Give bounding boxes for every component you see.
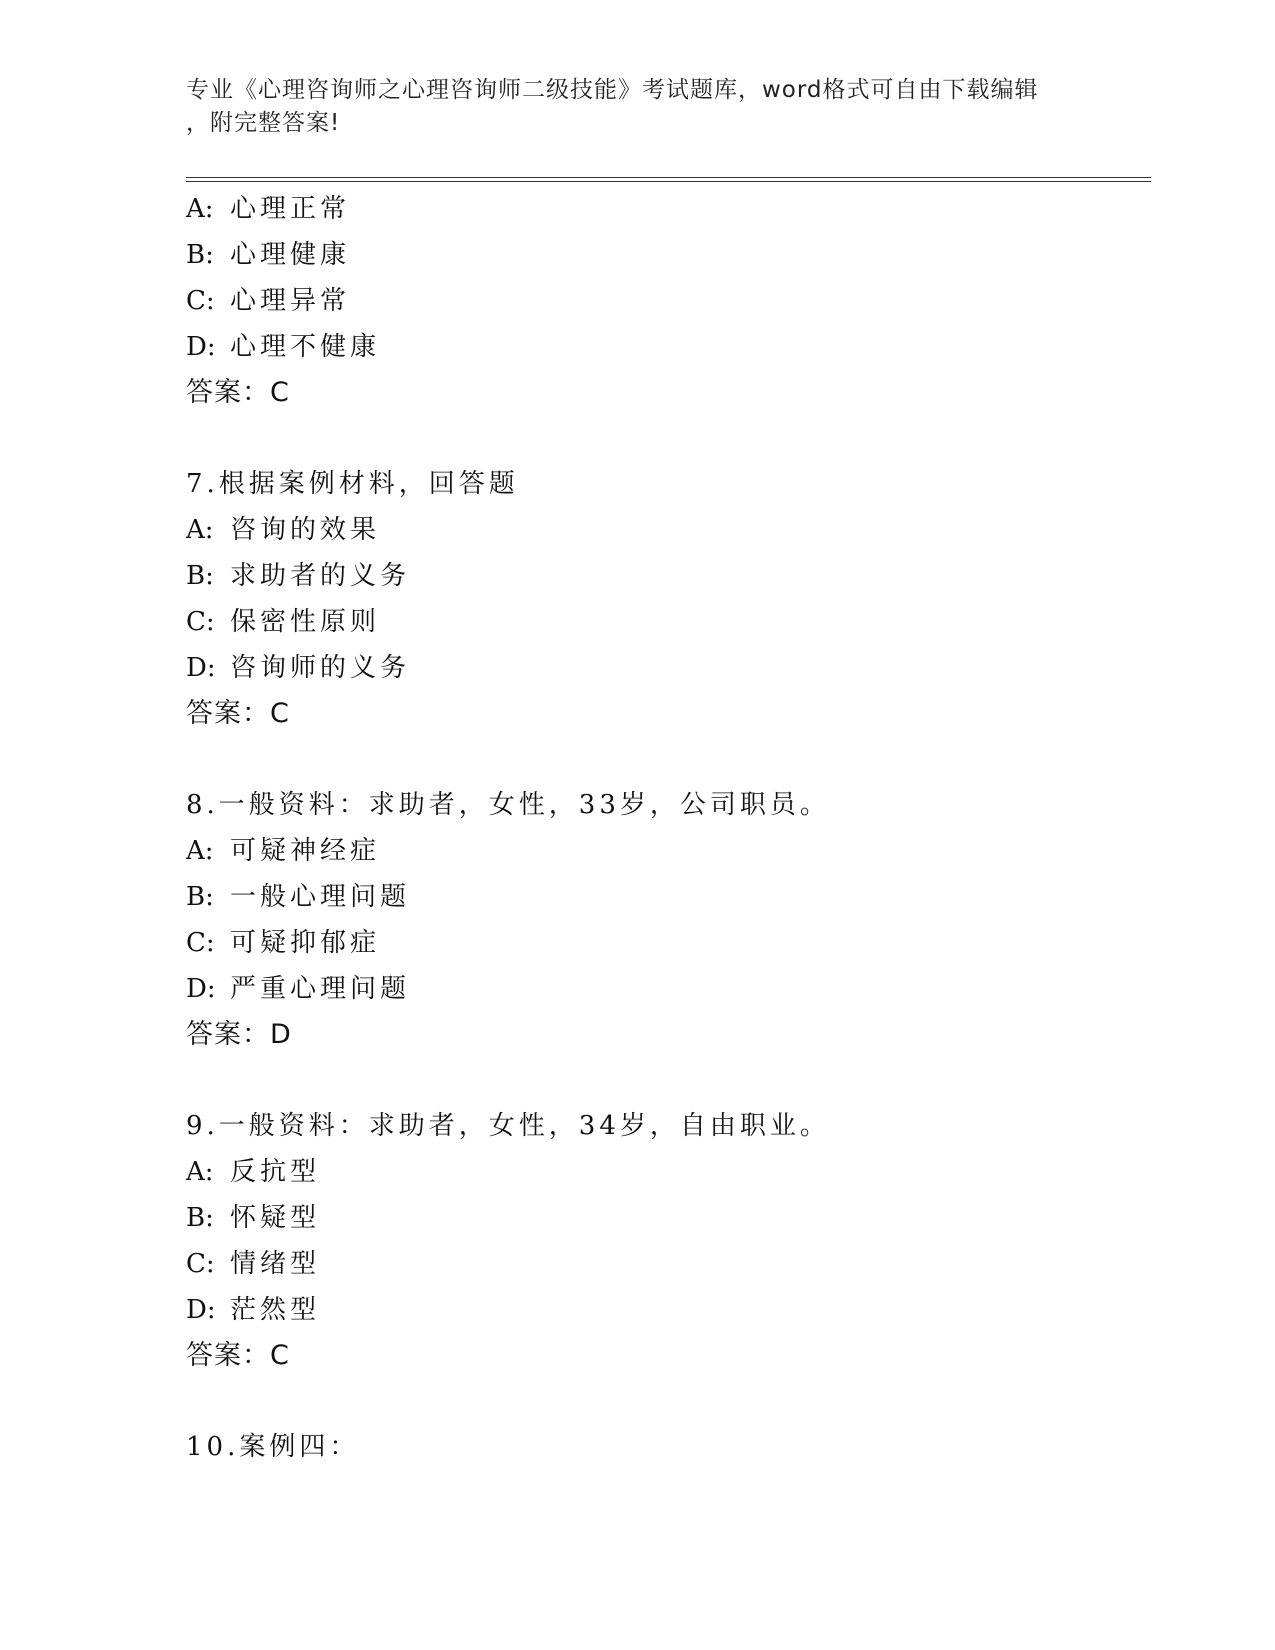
option-letter: D: [186, 1295, 216, 1325]
option-letter: A: [186, 194, 214, 224]
option-row [186, 1149, 1146, 1195]
document-header [186, 74, 1076, 140]
option-letter: C: [186, 928, 215, 958]
header-line-1: 专业《心理咨询师之心理咨询师二级技能》考试题库，word格式可自由下载编辑 [186, 77, 1039, 103]
answer-value: C [270, 1340, 290, 1371]
option-text: 保密性原则 [230, 607, 381, 637]
header-rule-top [186, 177, 1151, 178]
answer-prefix: 答案： [186, 377, 270, 408]
option-text: 咨询师的义务 [230, 653, 411, 683]
question-stem: 7.根据案例材料，回答题 [186, 469, 519, 499]
answer-value: C [270, 377, 290, 408]
question-block [186, 1424, 1146, 1470]
option-row [186, 599, 1146, 645]
question-list [186, 186, 1146, 1515]
option-text: 咨询的效果 [230, 515, 381, 545]
option-letter: C: [186, 1249, 215, 1279]
question-block [186, 186, 1146, 416]
question-block [186, 782, 1146, 1058]
option-text: 反抗型 [230, 1157, 321, 1187]
option-row [186, 1287, 1146, 1333]
option-row [186, 232, 1146, 278]
option-row [186, 553, 1146, 599]
option-letter: B: [186, 561, 214, 591]
option-text: 茫然型 [230, 1295, 321, 1325]
option-text: 心理正常 [230, 194, 351, 224]
option-text: 心理异常 [230, 286, 351, 316]
answer-line [186, 1012, 1146, 1058]
option-row [186, 324, 1146, 370]
option-text: 心理不健康 [230, 332, 381, 362]
question-stem: 10.案例四： [186, 1432, 360, 1462]
option-row [186, 1241, 1146, 1287]
option-text: 可疑抑郁症 [230, 928, 381, 958]
option-row [186, 1195, 1146, 1241]
option-letter: D: [186, 332, 216, 362]
option-text: 一般心理问题 [230, 882, 411, 912]
option-text: 心理健康 [230, 240, 351, 270]
question-block [186, 461, 1146, 737]
option-letter: B: [186, 1203, 214, 1233]
question-block [186, 1103, 1146, 1379]
option-row [186, 645, 1146, 691]
header-rule-bottom [186, 181, 1151, 182]
option-row [186, 507, 1146, 553]
option-text: 怀疑型 [230, 1203, 321, 1233]
answer-value: C [270, 698, 290, 729]
answer-prefix: 答案： [186, 1019, 270, 1050]
answer-prefix: 答案： [186, 1340, 270, 1371]
option-letter: B: [186, 240, 214, 270]
question-stem: 8.一般资料：求助者，女性，33岁，公司职员。 [186, 790, 830, 820]
option-text: 情绪型 [230, 1249, 321, 1279]
option-letter: A: [186, 836, 214, 866]
header-line-2: ，附完整答案! [186, 110, 341, 136]
option-row [186, 278, 1146, 324]
answer-line [186, 370, 1146, 416]
option-letter: B: [186, 882, 214, 912]
option-row [186, 874, 1146, 920]
answer-line [186, 691, 1146, 737]
option-letter: C: [186, 286, 215, 316]
answer-prefix: 答案： [186, 698, 270, 729]
option-row [186, 186, 1146, 232]
option-row [186, 966, 1146, 1012]
answer-line [186, 1333, 1146, 1379]
option-text: 严重心理问题 [230, 974, 411, 1004]
question-stem: 9.一般资料：求助者，女性，34岁，自由职业。 [186, 1111, 830, 1141]
option-letter: D: [186, 653, 216, 683]
option-letter: A: [186, 515, 214, 545]
option-row [186, 828, 1146, 874]
option-letter: D: [186, 974, 216, 1004]
option-row [186, 920, 1146, 966]
option-letter: C: [186, 607, 215, 637]
option-letter: A: [186, 1157, 214, 1187]
option-text: 求助者的义务 [230, 561, 411, 591]
answer-value: D [270, 1019, 292, 1050]
option-text: 可疑神经症 [230, 836, 381, 866]
